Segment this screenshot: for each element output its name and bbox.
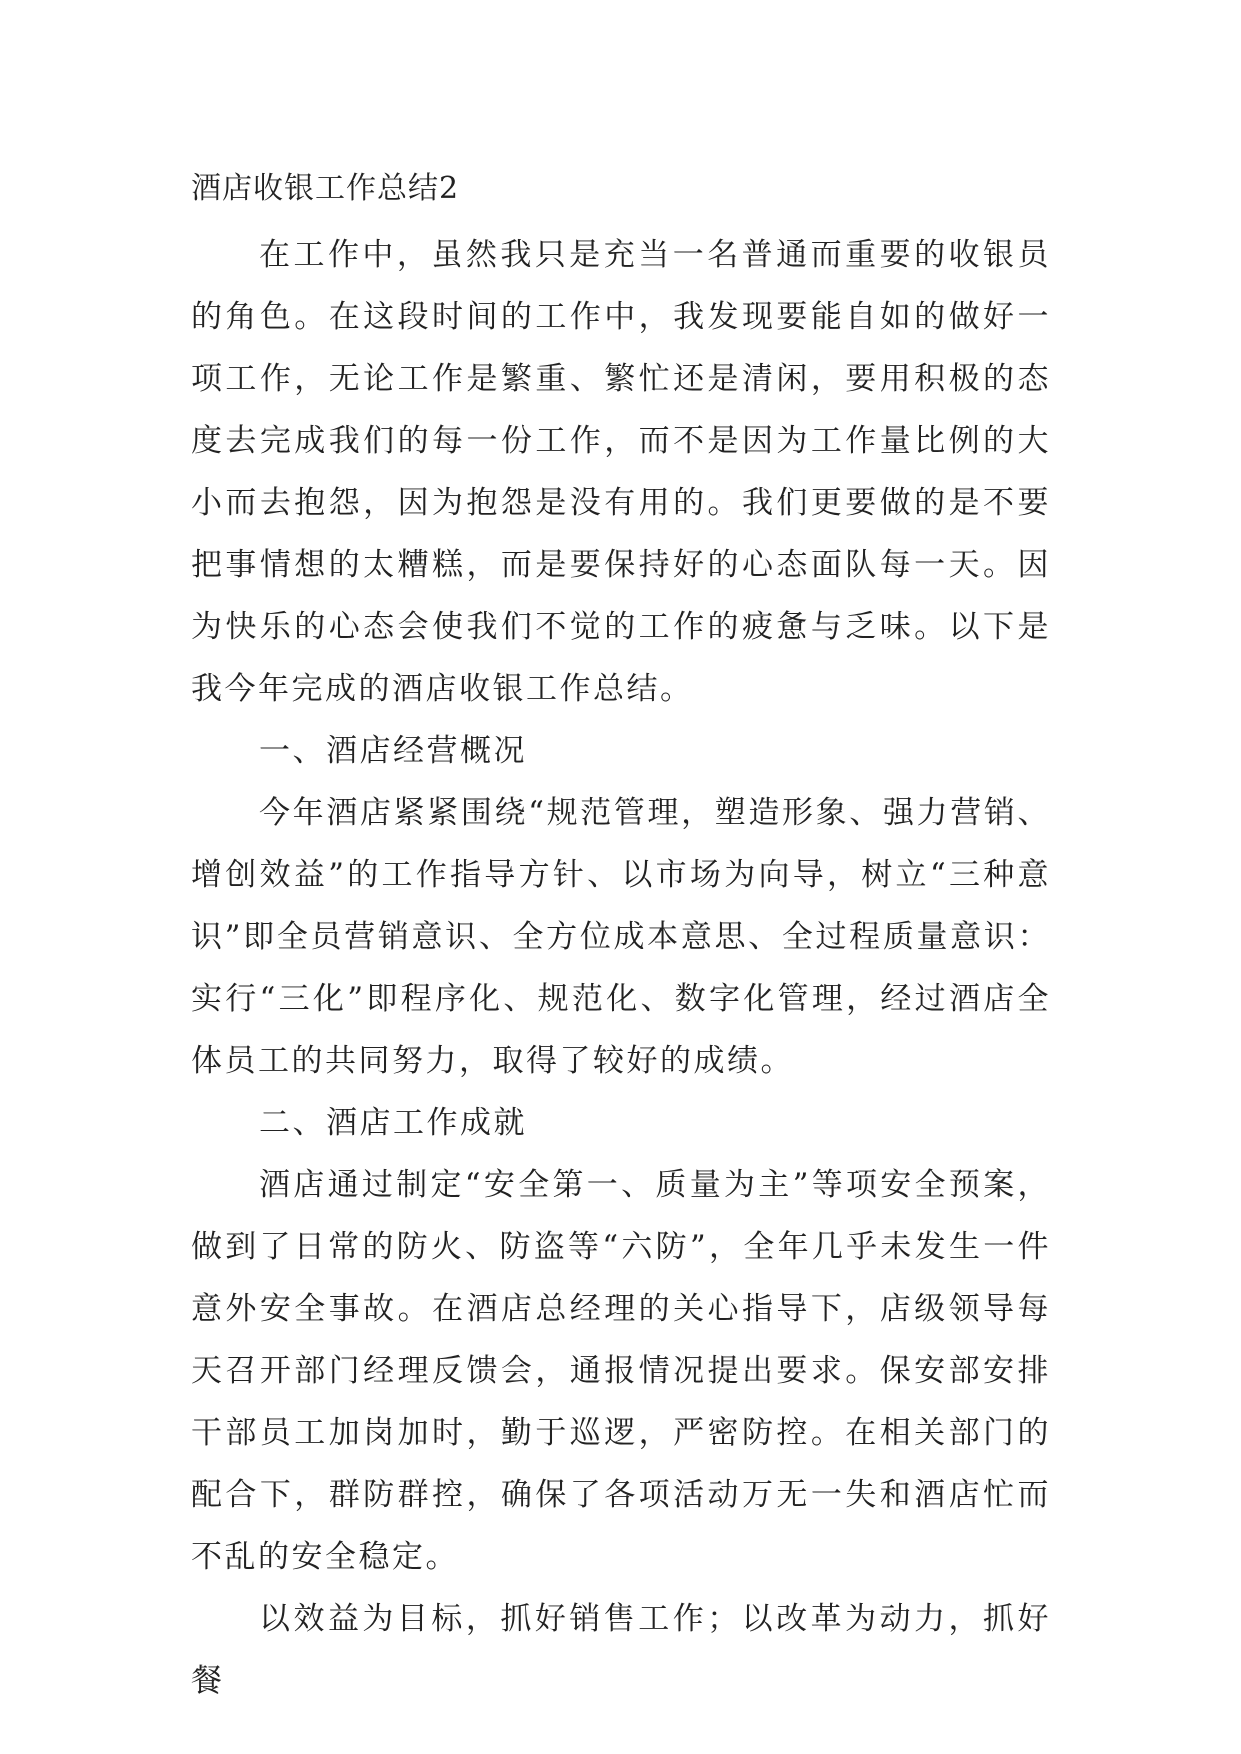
document-body: [191, 158, 1051, 1712]
section-heading-overview: 一、酒店经营概况: [259, 733, 527, 769]
document-title: 酒店收银工作总结2: [191, 171, 460, 206]
paragraph-achievements: 酒店通过制定“安全第一、质量为主”等项安全预案，做到了日常的防火、防盗等“六防”，全年几乎未发生一件意外安全事故。在酒店总经理的关心指导下，店级领导每天召开部门经理反馈会，通报情况提出要求。保安部安排干部员工加岗加时，勤于巡逻，严密防控。在相关部门的配合下，群防群控，确保了各项活动万无一失和酒店忙而不乱的安全稳定。: [191, 1167, 1051, 1575]
paragraph-sales: 以效益为目标，抓好销售工作；以改革为动力，抓好餐: [191, 1601, 1051, 1699]
paragraph-overview: 今年酒店紧紧围绕“规范管理，塑造形象、强力营销、增创效益”的工作指导方针、以市场为向导，树立“三种意识”即全员营销意识、全方位成本意思、全过程质量意识：实行“三化”即程序化、规范化、数字化管理，经过酒店全体员工的共同努力，取得了较好的成绩。: [191, 795, 1051, 1079]
paragraph-intro: 在工作中，虽然我只是充当一名普通而重要的收银员的角色。在这段时间的工作中，我发现要能自如的做好一项工作，无论工作是繁重、繁忙还是清闲，要用积极的态度去完成我们的每一份工作，而不是因为工作量比例的大小而去抱怨，因为抱怨是没有用的。我们更要做的是不要把事情想的太糟糕，而是要保持好的心态面队每一天。因为快乐的心态会使我们不觉的工作的疲惫与乏味。以下是我今年完成的酒店收银工作总结。: [191, 237, 1051, 707]
section-heading-achievements: 二、酒店工作成就: [259, 1105, 527, 1141]
